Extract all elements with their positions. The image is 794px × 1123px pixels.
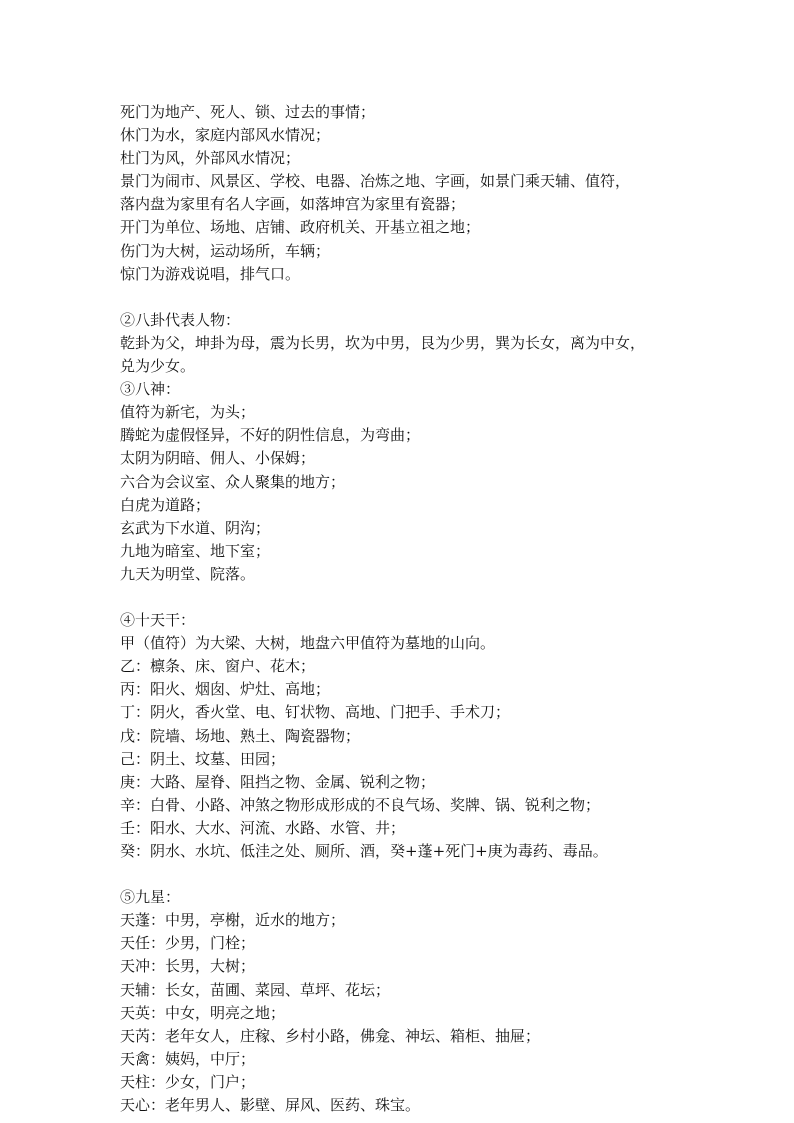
stem-line: 丁：阴火，香火堂、电、钉状物、高地、门把手、手术刀； — [120, 703, 511, 722]
stem-line: 丙：阳火、烟囱、炉灶、高地； — [120, 680, 331, 699]
star-line: 天任：少男，门栓； — [120, 934, 256, 953]
paragraph-gap — [120, 286, 680, 309]
star-line: 天禽：姨妈，中厅； — [120, 1049, 256, 1068]
god-line: 玄武为下水道、阴沟； — [120, 518, 271, 537]
paragraph-gap — [120, 586, 680, 609]
trigram-line: 乾卦为父，坤卦为母，震为长男，坎为中男，艮为少男，巽为长女，离为中女， — [120, 333, 646, 352]
trigrams-section — [120, 309, 680, 378]
door-line: 惊门为游戏说唱，排气口。 — [120, 264, 301, 283]
stem-line: 甲（值符）为大梁、大树，地盘六甲值符为墓地的山向。 — [120, 634, 496, 653]
god-line: 值符为新宅，为头； — [120, 403, 256, 422]
section-heading-heavenly-stems: ④十天干： — [120, 611, 196, 630]
section-heading-trigrams: ②八卦代表人物： — [120, 310, 241, 329]
god-line: 腾蛇为虚假怪异，不好的阴性信息，为弯曲； — [120, 426, 421, 445]
stem-line: 癸：阴水、水坑、低洼之处、厕所、酒，癸+蓬+死门+庚为毒药、毒品。 — [120, 842, 608, 860]
door-line: 伤门为大树，运动场所，车辆； — [120, 241, 331, 260]
section-heading-nine-stars: ⑤九星： — [120, 888, 181, 907]
document-page — [120, 101, 680, 1117]
stem-line: 己：阴土、坟墓、田园； — [120, 749, 286, 768]
star-line: 天心：老年男人、影壁、屏风、医药、珠宝。 — [120, 1096, 421, 1115]
god-line: 九地为暗室、地下室； — [120, 541, 271, 560]
stem-line: 乙：檩条、床、窗户、花木； — [120, 657, 316, 676]
star-line: 天柱：少女，门户； — [120, 1072, 256, 1091]
star-line: 天芮：老年女人，庄稼、乡村小路，佛龛、神坛、箱柜、抽屉； — [120, 1026, 541, 1045]
star-line: 天冲：长男，大树； — [120, 957, 256, 976]
door-line: 景门为闹市、风景区、学校、电器、冶炼之地、字画，如景门乘天辅、值符， — [120, 172, 631, 191]
star-line: 天英：中女，明亮之地； — [120, 1003, 286, 1022]
god-line: 白虎为道路； — [120, 495, 211, 514]
paragraph-gap — [120, 863, 680, 886]
stem-line: 庚：大路、屋脊、阻挡之物、金属、锐利之物； — [120, 772, 436, 791]
trigram-line: 兑为少女。 — [120, 357, 196, 376]
door-line: 死门为地产、死人、锁、过去的事情； — [120, 103, 376, 121]
star-line: 天辅：长女，苗圃、菜园、草坪、花坛； — [120, 980, 391, 999]
god-line: 六合为会议室、众人聚集的地方； — [120, 472, 346, 491]
section-heading-eight-gods: ③八神： — [120, 380, 181, 399]
door-line: 休门为水，家庭内部风水情况； — [120, 126, 331, 145]
door-line: 落内盘为家里有名人字画，如落坤宫为家里有瓷器； — [120, 195, 466, 214]
stem-line: 戊：院墙、场地、熟土、陶瓷器物； — [120, 726, 361, 745]
stem-line: 辛：白骨、小路、冲煞之物形成形成的不良气场、奖牌、锅、锐利之物； — [120, 795, 601, 814]
god-line: 太阴为阴暗、佣人、小保姆； — [120, 449, 316, 468]
god-line: 九天为明堂、院落。 — [120, 564, 256, 583]
door-line: 杜门为风，外部风水情况； — [120, 149, 301, 168]
nine-stars-section — [120, 886, 680, 1117]
stem-line: 壬：阳水、大水、河流、水路、水管、井； — [120, 818, 406, 837]
star-line: 天蓬：中男，亭榭，近水的地方； — [120, 911, 346, 930]
door-line: 开门为单位、场地、店铺、政府机关、开基立祖之地； — [120, 218, 481, 237]
doors-section — [120, 101, 680, 286]
heavenly-stems-section — [120, 609, 680, 863]
eight-gods-section — [120, 378, 680, 586]
